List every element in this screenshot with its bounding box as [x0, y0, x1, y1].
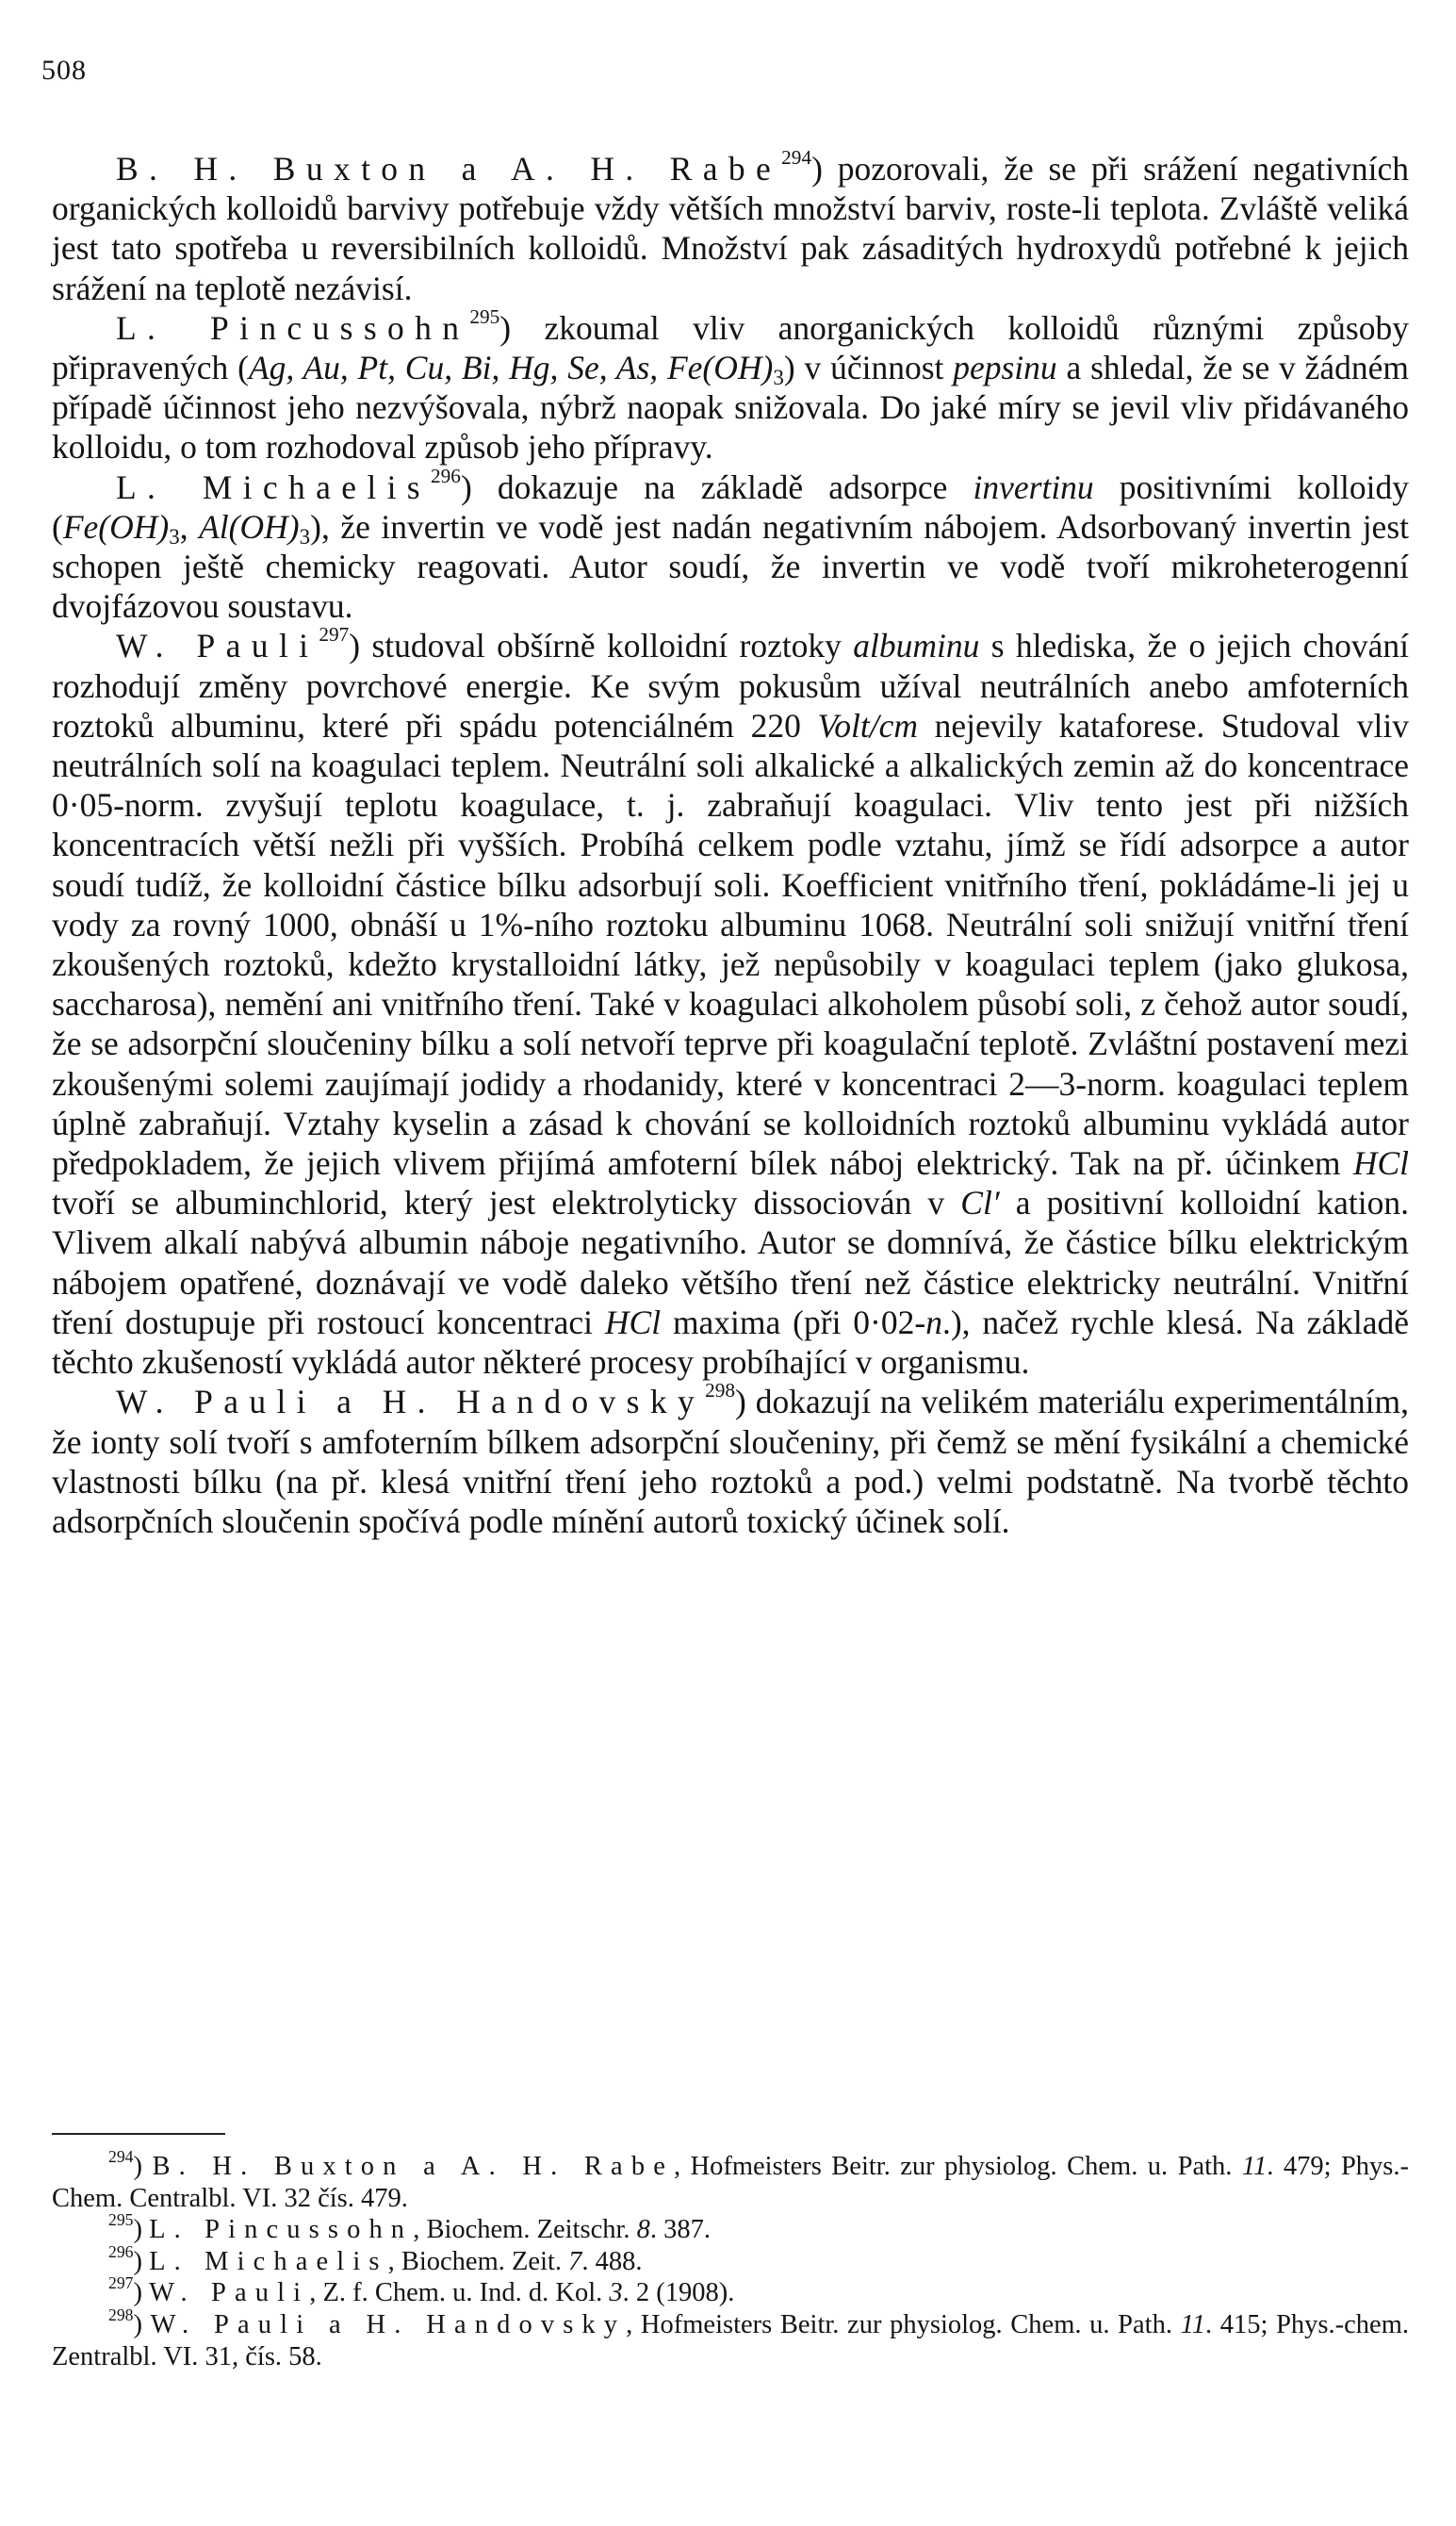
author-name: W. Pauli: [116, 627, 319, 665]
normality-symbol: n: [925, 1303, 942, 1341]
footnote-ref[interactable]: 294: [781, 145, 812, 169]
footnote-text: . 2 (1908).: [622, 2278, 735, 2308]
paragraph-pauli-handovsky: [52, 1379, 1409, 1541]
paragraph-text: ) studoval obšírně kolloidní roztoky: [349, 627, 854, 665]
footnote-volume: 11: [1180, 2309, 1205, 2339]
footnote-number: 294: [108, 2146, 134, 2166]
paragraph-pauli: [52, 623, 1409, 1382]
footnote-ref[interactable]: 298: [705, 1379, 736, 1402]
formula-subscript: 3: [299, 523, 311, 549]
footnote-294: [52, 2146, 1410, 2214]
chemical-formula: HCl: [1352, 1144, 1409, 1183]
paragraph-text: .), načež rychle klesá. Na základě těchto zkušeností vykládá autor některé procesy probíhající v organismu.: [52, 1303, 1409, 1382]
paragraph-text: tvoří se albuminchlorid, který jest elektrolyticky dissociován v: [52, 1184, 961, 1222]
paragraph-text: s hlediska, že o jejich chování rozhodují změny povrchové energie. Ke svým pokusům užíval neutrálních anebo amfoterních roztoků albuminu, které při spádu potenciálném 220: [52, 627, 1409, 745]
paragraph-text: ) pozorovali, že se při srážení negativních organických kolloidů barvivy potřebuje vždy větších množství barviv, roste-li teplota. Zvláště veliká jest tato spotřeba u reversibilních kolloidů. Množství pak zásaditých hydroxydů potřebné k jejich srážení na teplotě nezávisí.: [52, 150, 1410, 307]
footnote-author: W. Pauli a H. Handovsky: [150, 2309, 627, 2339]
footnote-number: 296: [108, 2241, 134, 2261]
footnote-separator: ): [133, 2246, 150, 2276]
paragraph-text: ) dokazuje na základě adsorpce: [460, 467, 973, 506]
paragraph-text: ) v účinnost: [783, 349, 954, 387]
author-name: L. Pincussohn: [116, 308, 470, 347]
footnote-ref[interactable]: 296: [430, 464, 461, 487]
footnote-298: [52, 2305, 1409, 2372]
paragraph-pincussohn: [52, 304, 1409, 467]
paragraph-text: ) dokazují na velikém materiálu experimentálním, že ionty solí tvoří s amfoterním bílkem adsorpční sloučeniny, při čemž se mění fysikální a chemické vlastnosti bílku (na př. klesá vnitřní tření jeho roztoků a pod.) velmi podstatně. Na tvorbě těchto adsorpčních sloučenin spočívá podle mínění autorů toxický účinek solí.: [52, 1383, 1409, 1540]
footnote-295: [52, 2209, 1409, 2246]
footnote-divider: [52, 2133, 225, 2135]
paragraph-michaelis: [52, 464, 1409, 627]
footnotes: [52, 2146, 1410, 2372]
chemical-formula: Fe(OH): [62, 507, 170, 546]
paragraph-text: maxima (při 0·02-: [661, 1303, 926, 1341]
footnote-ref[interactable]: 295: [469, 304, 500, 328]
paragraph-text: positivními kolloidy (: [52, 467, 1409, 546]
chemical-formula: Al(OH): [199, 507, 300, 546]
emphasized-term: pepsinu: [953, 349, 1057, 387]
footnote-separator: ): [133, 2309, 151, 2339]
footnote-text: . 415; Phys.-chem. Zentralbl. VI. 31, čís. 58.: [52, 2309, 1409, 2371]
footnote-separator: ): [133, 2278, 150, 2308]
footnote-number: 295: [108, 2209, 134, 2229]
page-number: 508: [41, 55, 87, 86]
footnote-number: 298: [108, 2305, 134, 2324]
formula-separator: ,: [179, 507, 200, 546]
unit: Volt/cm: [817, 706, 918, 745]
paragraph-text: ), že invertin ve vodě jest nadán negativním nábojem. Adsorbovaný invertin jest schopen ještě chemicky reagovati. Autor soudí, že invertin ve vodě tvoří mikroheterogenní dvojfázovou soustavu.: [52, 507, 1409, 626]
footnote-text: . 387.: [649, 2215, 712, 2245]
footnote-volume: 8: [636, 2215, 650, 2245]
footnote-text: , Hofmeisters Beitr. zur physiolog. Chem. u. Path.: [673, 2152, 1242, 2181]
emphasized-term: albuminu: [853, 627, 980, 665]
paragraph-text: ) zkoumal vliv anorganických kolloidů různými způsoby připravených (: [52, 308, 1409, 387]
author-name: L. Michaelis: [116, 467, 431, 506]
footnote-text: , Z. f. Chem. u. Ind. d. Kol.: [309, 2278, 610, 2308]
footnote-text: . 479; Phys.-Chem. Centralbl. VI. 32 čís. 479.: [52, 2152, 1410, 2213]
footnote-separator: ): [133, 2215, 150, 2245]
paragraph-text: nejevily kataforese. Studoval vliv neutrálních solí na koagulaci teplem. Neutrální soli alkalické a alkalických zemin až do koncentrace 0·05-norm. zvyšují teplotu koagulace, t. j. zabraňují koagulaci. Vliv tento jest při nižších koncentracích větší nežli při vyšších. Probíhá celkem podle vztahu, jímž se řídí adsorpce a autor soudí tudíž, že kolloidní částice bílku adsorbují soli. Koefficient vnitřního tření, pokládáme-li jej u vody za rovný 1000, obnáší u 1%-ního roztoku albuminu 1068. Neutrální soli snižují vnitřní tření zkoušených roztoků, kdežto krystalloidní látky, jež nepůsobily v koagulaci teplem (jako glukosa, saccharosa), nemění ani vnitřního tření. Také v koagulaci alkoholem působí soli, z čehož autor soudí, že se adsorpční sloučeniny bílku a solí netvoří teprve při koagulační teplotě. Zvláštní postavení mezi zkoušenými solemi zaujímají jodidy a rhodanidy, které v koncentraci 2—3-norm. koagulaci teplem úplně zabraňují. Vztahy kyselin a zásad k chování se kolloidních roztoků albuminu vykládá autor předpokladem, že jejich vlivem přijímá amfoterní bílek náboj elektrický. Tak na př. účinkem: [52, 706, 1409, 1183]
footnote-author: W. Pauli: [149, 2278, 310, 2308]
footnote-text: , Biochem. Zeit.: [387, 2246, 569, 2276]
footnote-297: [52, 2273, 1409, 2309]
footnote-separator: ): [133, 2152, 153, 2181]
footnote-296: [52, 2241, 1409, 2278]
footnote-text: , Biochem. Zeitschr.: [413, 2215, 637, 2245]
footnote-ref[interactable]: 297: [319, 623, 350, 647]
author-name: W. Pauli a H. Handovsky: [116, 1383, 706, 1421]
emphasized-term: invertinu: [973, 467, 1094, 506]
footnote-volume: 11: [1241, 2152, 1268, 2181]
footnote-volume: 7: [568, 2246, 582, 2276]
footnote-text: , Hofmeisters Beitr. zur physiolog. Chem. u. Path.: [626, 2309, 1181, 2339]
paragraph-text: a positivní kolloidní kation. Vlivem alkalí nabývá albumin náboje negativního. Autor se domnívá, že částice bílku elektrickým nábojem opatřené, doznávají ve vodě daleko většího tření než částice elektricky neutrální. Vnitřní tření dostupuje při rostoucí koncentraci: [52, 1184, 1409, 1341]
paragraph-buxton-rabe: [52, 145, 1410, 308]
footnote-text: . 488.: [581, 2246, 643, 2276]
main-text: [52, 145, 1410, 1541]
chemical-formula: Ag, Au, Pt, Cu, Bi, Hg, Se, As, Fe(OH): [248, 349, 774, 387]
chemical-formula: HCl: [604, 1303, 662, 1341]
footnote-number: 297: [108, 2273, 134, 2293]
author-name: B. H. Buxton a A. H. Rabe: [116, 150, 782, 188]
formula-subscript: 3: [169, 523, 180, 549]
chemical-formula: Cl′: [960, 1184, 1000, 1222]
formula-subscript: 3: [773, 364, 784, 389]
footnote-author: B. H. Buxton a A. H. Rabe: [152, 2152, 674, 2181]
footnote-author: L. Pincussohn: [149, 2215, 414, 2245]
paragraph-text: a shledal, že se v žádném případě účinnost jeho nezvýšovala, nýbrž naopak snižovala. Do jaké míry se jevil vliv přidávaného kolloidu, o tom rozhodoval způsob jeho přípravy.: [52, 349, 1409, 467]
footnote-author: L. Michaelis: [149, 2246, 388, 2276]
footnote-volume: 3: [609, 2278, 623, 2308]
